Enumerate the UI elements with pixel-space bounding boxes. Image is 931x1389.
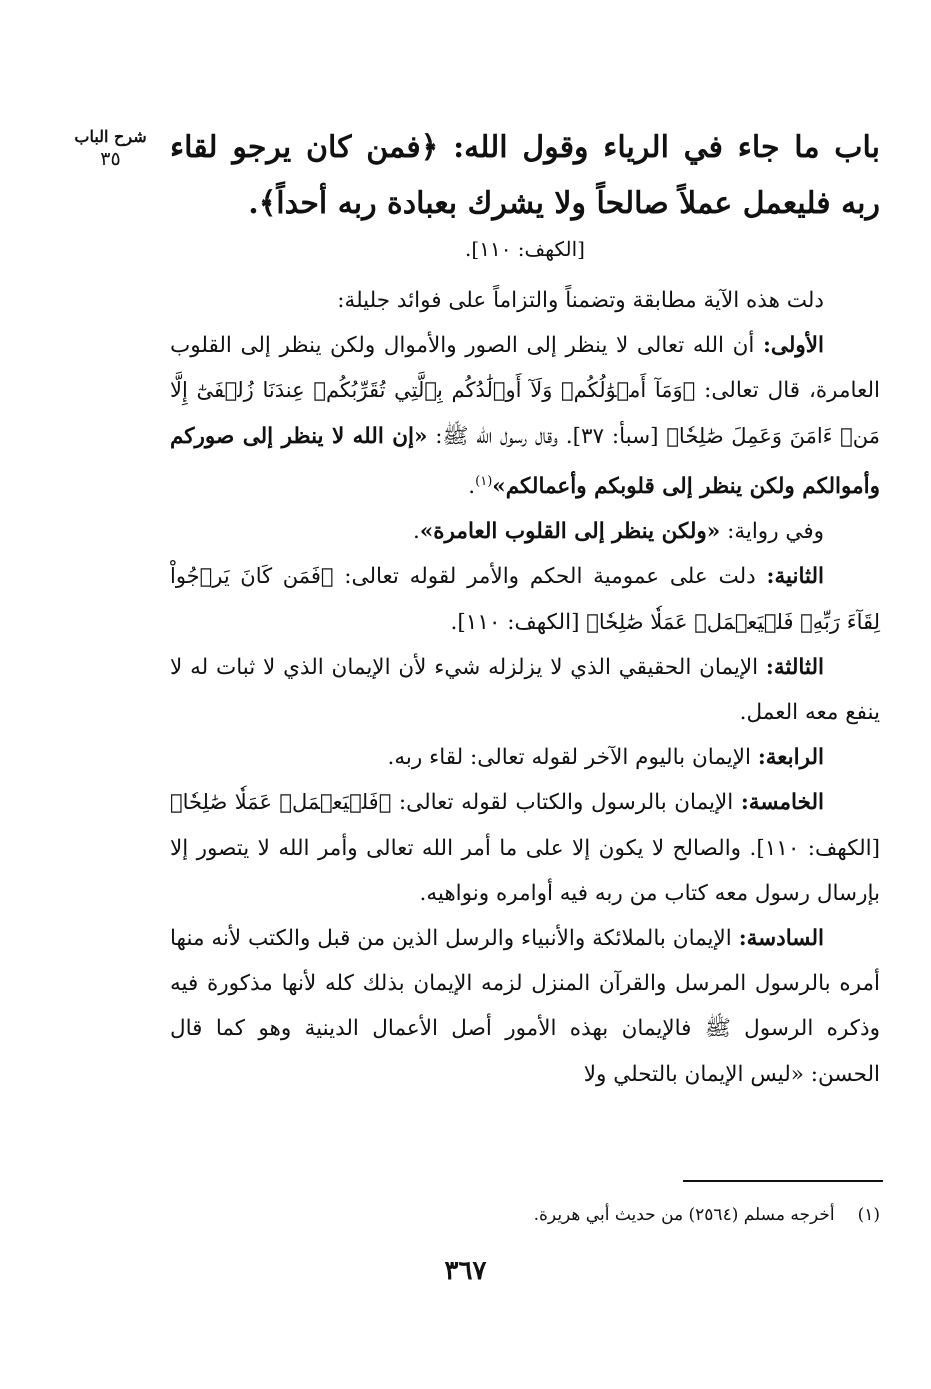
first-label: الأولى: bbox=[762, 333, 824, 359]
margin-note-label: شرح الباب bbox=[74, 127, 147, 146]
third-text: الإيمان الحقيقي الذي لا يزلزله شيء لأن الإيمان الذي لا ثبات له لا ينفع معه العمل. bbox=[170, 654, 880, 725]
third-label: الثالثة: bbox=[765, 654, 824, 680]
fourth-benefit bbox=[170, 735, 880, 780]
margin-note-number: ٣٥ bbox=[100, 148, 121, 170]
fifth-ayah: ﴿فَلۡيَعۡمَلۡ عَمَلٗا صَٰلِحٗا﴾ bbox=[170, 790, 392, 815]
second-benefit bbox=[170, 554, 880, 644]
footnote-divider bbox=[683, 1180, 883, 1182]
first-ayah: ﴿وَمَآ أَمۡوَٰلُكُمۡ وَلَآ أَوۡلَٰدُكُم بِٱلَّتِي تُقَرِّبُكُمۡ عِندَنَا زُلۡفَىٰٓ إِلَّا مَنۡ ءَامَنَ وَعَمِلَ صَٰلِحٗا﴾ bbox=[170, 378, 880, 448]
fourth-label: الرابعة: bbox=[757, 745, 824, 771]
fifth-text: الإيمان بالرسول والكتاب لقوله تعالى: bbox=[398, 790, 734, 816]
fourth-text: الإيمان باليوم الآخر لقوله تعالى: لقاء ربه. bbox=[387, 745, 751, 771]
riwaya-paragraph bbox=[170, 509, 880, 554]
sixth-text: الإيمان بالملائكة والأنبياء والرسل الذين من قبل والكتب لأنه منها أمره بالرسول المرسل والقرآن المنزل لزمه الإيمان بذلك كله لأنها مذكورة فيه وذكره الرسول ﷺ فالإيمان بهذه الأمور أصل الأعمال الدينية وهو كما قال الحسن: «ليس الإيمان بالتحلي ولا bbox=[170, 926, 880, 1087]
body-text bbox=[170, 278, 880, 1097]
second-ayah: ﴿فَمَن كَانَ يَرۡجُواْ لِقَآءَ رَبِّهِۦ فَلۡيَعۡمَلۡ عَمَلٗا صَٰلِحٗا﴾ bbox=[170, 564, 880, 634]
fifth-benefit bbox=[170, 780, 880, 916]
first-said: وقال رسول الله ﷺ: bbox=[435, 423, 558, 449]
first-ref: [سبأ: ٣٧]. bbox=[565, 423, 659, 449]
sixth-benefit bbox=[170, 916, 880, 1097]
margin-note bbox=[58, 126, 163, 170]
footnote bbox=[170, 1202, 880, 1228]
footnote-number: (١) bbox=[857, 1205, 880, 1225]
footnote-text: أخرجه مسلم (٢٥٦٤) من حديث أبي هريرة. bbox=[533, 1205, 835, 1225]
fifth-label: الخامسة: bbox=[740, 790, 824, 816]
riwaya-intro: وفي رواية: bbox=[727, 519, 824, 545]
sixth-label: السادسة: bbox=[738, 926, 824, 951]
heading-reference: [الكهف: ١١٠]. bbox=[465, 237, 585, 261]
intro-paragraph: دلت هذه الآية مطابقة وتضمناً والتزاماً على فوائد جليلة: bbox=[337, 288, 824, 313]
chapter-heading: باب ما جاء في الرياء وقول الله: ﴿فمن كان يرجو لقاء ربه فليعمل عملاً صالحاً ولا يشرك بعبادة ربه أحداً﴾. bbox=[170, 130, 880, 221]
first-text: أن الله تعالى لا ينظر إلى الصور والأموال ولكن ينظر إلى القلوب العامرة، قال تعالى: bbox=[170, 333, 880, 404]
first-benefit bbox=[170, 323, 880, 509]
fifth-rest: والصالح لا يكون إلا على ما أمر الله تعالى وأمر الله لا يتصور إلا بإرسال رسول معه كتاب من ربه فيه أوامره ونواهيه. bbox=[170, 835, 880, 906]
first-end: . bbox=[468, 473, 476, 499]
first-hadith: «إن الله لا ينظر إلى صوركم وأموالكم ولكن ينظر إلى قلوبكم وأعمالكم» bbox=[170, 423, 880, 499]
second-text: دلت على عمومية الحكم والأمر لقوله تعالى: bbox=[344, 564, 756, 590]
second-ref: [الكهف: ١١٠]. bbox=[450, 609, 580, 635]
footnote-marker: (١) bbox=[475, 473, 493, 489]
fifth-ref: [الكهف: ١١٠]. bbox=[749, 835, 880, 861]
second-label: الثانية: bbox=[766, 564, 825, 590]
riwaya-end: . bbox=[413, 519, 420, 545]
page-number: ٣٦٧ bbox=[444, 1256, 487, 1286]
third-benefit bbox=[170, 645, 880, 735]
riwaya-hadith: «ولكن ينظر إلى القلوب العامرة» bbox=[419, 519, 721, 545]
